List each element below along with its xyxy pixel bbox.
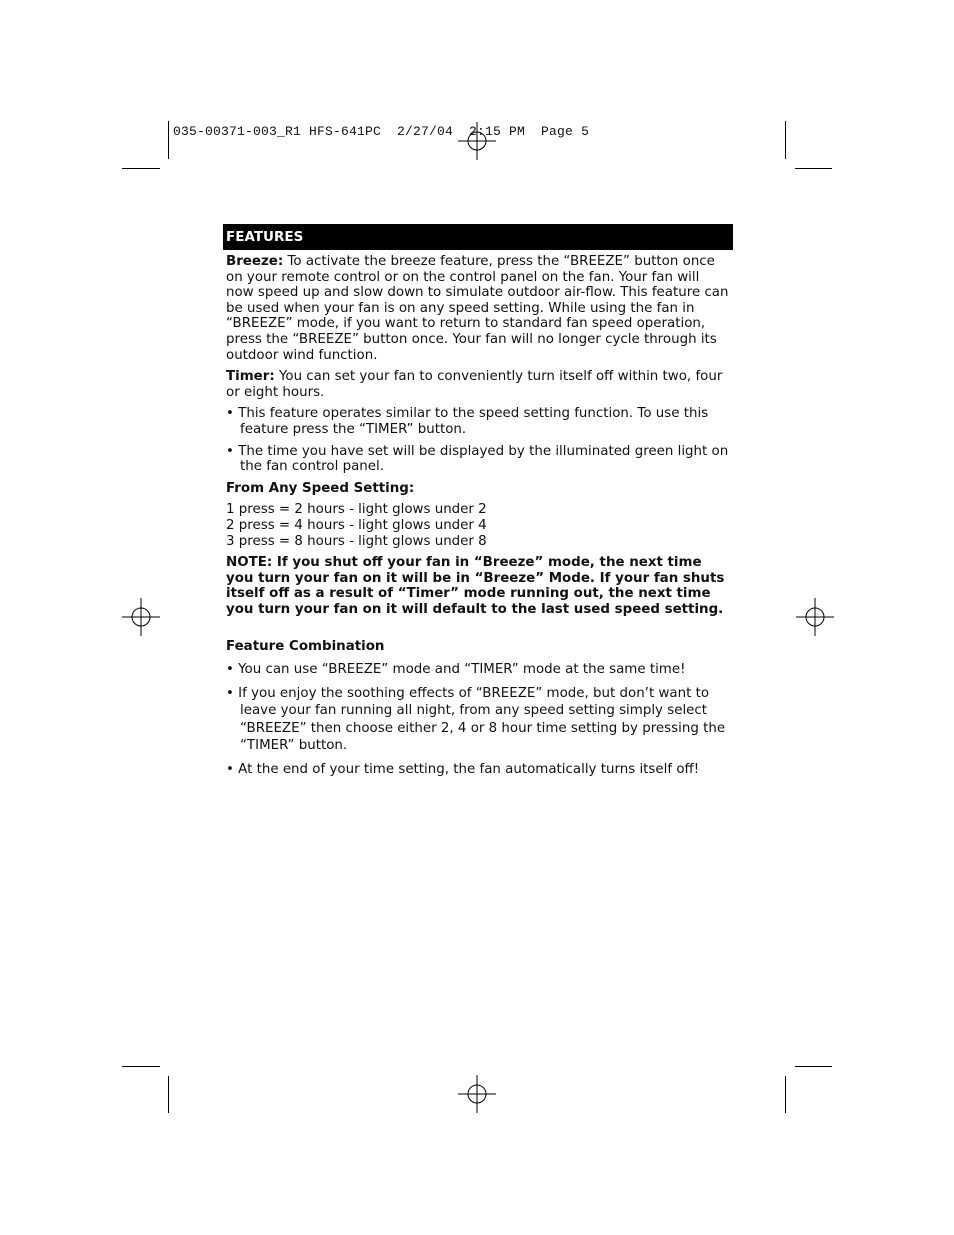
print-slug: 035-00371-003_R1 HFS-641PC 2/27/04 2:15 PM Page 5 xyxy=(173,124,590,139)
crop-mark-top-left-v xyxy=(168,121,169,159)
registration-mark-bottom-icon xyxy=(458,1075,496,1113)
registration-mark-top-icon xyxy=(458,122,496,160)
crop-mark-bottom-left-v xyxy=(168,1076,169,1113)
combo-heading: Feature Combination xyxy=(226,639,385,655)
crop-mark-top-right-h xyxy=(795,168,832,169)
crop-mark-top-right-v xyxy=(785,121,786,159)
crop-mark-bottom-left-h xyxy=(122,1066,160,1067)
timer-bullet: • This feature operates similar to the speed setting function. To use this feature press the “TIMER” button. xyxy=(226,406,709,437)
timer-text: You can set your fan to conveniently turn itself off within two, four or eight hours. xyxy=(226,369,723,400)
speed-line: 1 press = 2 hours - light glows under 2 xyxy=(226,502,487,518)
timer-label: Timer: xyxy=(226,369,275,385)
speed-line: 3 press = 8 hours - light glows under 8 xyxy=(226,533,487,549)
speed-heading: From Any Speed Setting: xyxy=(226,480,415,496)
breeze-paragraph xyxy=(226,254,730,363)
breeze-label: Breeze: xyxy=(226,254,284,269)
combo-bullet: • If you enjoy the soothing effects of “BREEZE” mode, but don’t want to leave your fan running all night, from any speed setting simply select “BREEZE” then choose either 2, 4 or 8 hour time setting by pressing the “TIMER” button. xyxy=(226,685,726,754)
breeze-text: To activate the breeze feature, press the “BREEZE” button once on your remote control or on the control panel on the fan. Your fan will now speed up and slow down to simulate outdoor air-flow. This feature can be used when your fan is on any speed setting. While using the fan in “BREEZE” mode, if you want to return to standard fan speed operation, press the “BREEZE” button once. Your fan will no longer cycle through its outdoor wind function. xyxy=(226,254,729,363)
timer-bullet: • The time you have set will be displayed by the illuminated green light on the fan control panel. xyxy=(226,443,729,475)
section-title-banner: FEATURES xyxy=(223,224,733,250)
note-paragraph: NOTE: If you shut off your fan in “Breeze” mode, the next time you turn your fan on it will be in “Breeze” Mode. If your fan shuts itself off as a result of “Timer” mode running out, the next time you turn your fan on it will default to the last used speed setting. xyxy=(226,555,725,617)
registration-mark-left-icon xyxy=(122,598,160,636)
registration-mark-right-icon xyxy=(796,598,834,636)
features-section xyxy=(226,224,730,784)
speed-line: 2 press = 4 hours - light glows under 4 xyxy=(226,517,487,533)
crop-mark-bottom-right-h xyxy=(795,1066,832,1067)
crop-mark-bottom-right-v xyxy=(785,1076,786,1113)
crop-mark-top-left-h xyxy=(122,168,160,169)
combo-bullet: • At the end of your time setting, the fan automatically turns itself off! xyxy=(226,761,700,777)
timer-paragraph xyxy=(226,369,730,400)
combo-bullet: • You can use “BREEZE” mode and “TIMER” mode at the same time! xyxy=(226,662,686,678)
speed-list xyxy=(226,502,730,549)
